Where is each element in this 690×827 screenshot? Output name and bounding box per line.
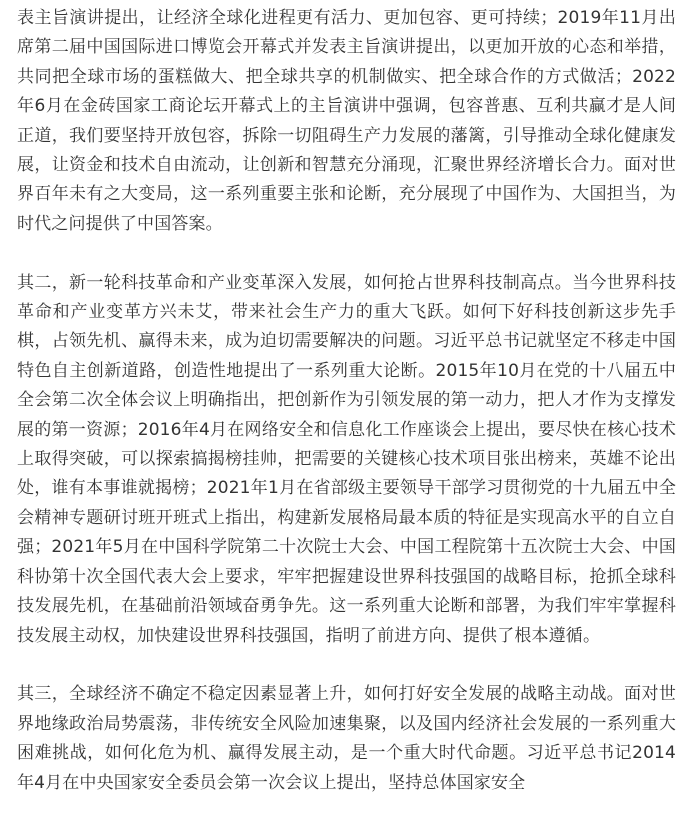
article-paragraph-3: 其三，全球经济不确定不稳定因素显著上升，如何打好安全发展的战略主动战。面对世界地缘政治局势震荡，非传统安全风险加速集聚，以及国内经济社会发展的一系列重大困难挑战，如何化危为机、赢得发展主动，是一个重大时代命题。习近平总书记2014年4月在中央国家安全委员会第一次会议上提出，坚持总体国家安全 bbox=[17, 684, 676, 793]
article-paragraph-1: 表主旨演讲提出，让经济全球化进程更有活力、更加包容、更可持续；2019年11月出席第二届中国国际进口博览会开幕式并发表主旨演讲提出，以更加开放的心态和举措，共同把全球市场的蛋糕做大、把全球共享的机制做实、把全球合作的方式做活；2022年6月在金砖国家工商论坛开幕式上的主旨演讲中强调，包容普惠、互利共赢才是人间正道，我们要坚持开放包容，拆除一切阻碍生产力发展的藩篱，引导推动全球化健康发展，让资金和技术自由流动，让创新和智慧充分涌现，汇聚世界经济增长合力。面对世界百年未有之大变局，这一系列重要主张和论断，充分展现了中国作为、大国担当，为时代之问提供了中国答案。 bbox=[17, 8, 676, 234]
article-paragraph-2: 其二，新一轮科技革命和产业变革深入发展，如何抢占世界科技制高点。当今世界科技革命和产业变革方兴未艾，带来社会生产力的重大飞跃。如何下好科技创新这步先手棋，占领先机、赢得未来，成为迫切需要解决的问题。习近平总书记就坚定不移走中国特色自主创新道路，创造性地提出了一系列重大论断。2015年10月在党的十八届五中全会第二次全体会议上明确指出，把创新作为引领发展的第一动力，把人才作为支撑发展的第一资源；2016年4月在网络安全和信息化工作座谈会上提出，要尽快在核心技术上取得突破，可以探索搞揭榜挂帅，把需要的关键核心技术项目张出榜来，英雄不论出处，谁有本事谁就揭榜；2021年1月在省部级主要领导干部学习贯彻党的十九届五中全会精神专题研讨班开班式上指出，构建新发展格局最本质的特征是实现高水平的自立自强；2021年5月在中国科学院第二十次院士大会、中国工程院第十五次院士大会、中国科协第十次全国代表大会上要求，牢牢把握建设世界科技强国的战略目标，抢抓全球科技发展先机，在基础前沿领域奋勇争先。这一系列重大论断和部署，为我们牢牢掌握科技发展主动权，加快建设世界科技强国，指明了前进方向、提供了根本遵循。 bbox=[17, 272, 676, 646]
